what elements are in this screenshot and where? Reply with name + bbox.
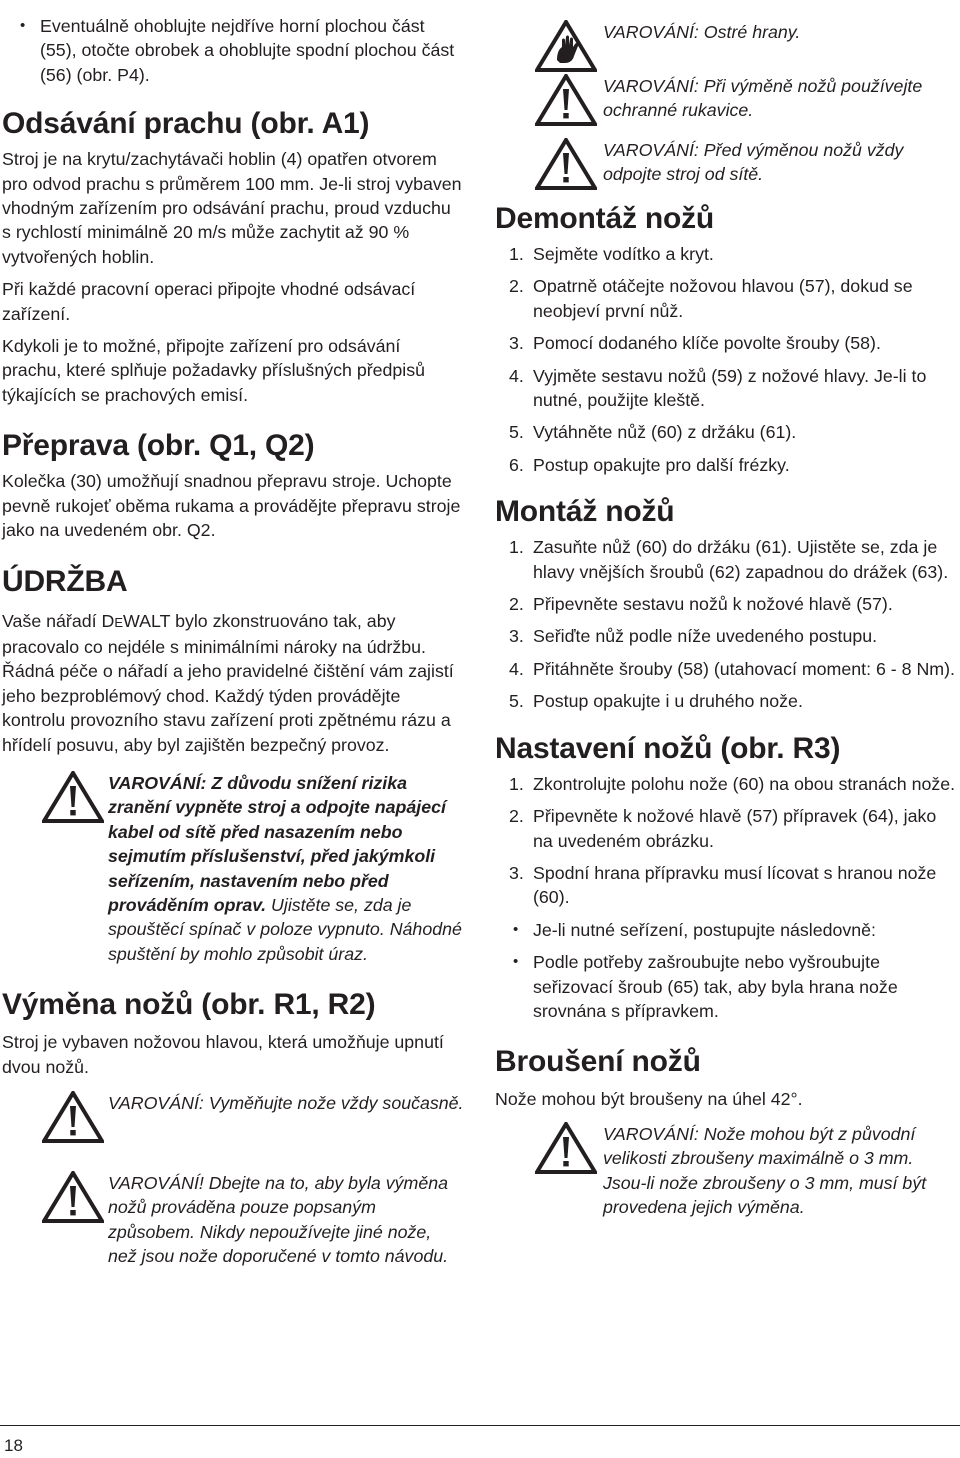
replace-warning-1-body: Vyměňujte nože vždy současně. xyxy=(203,1093,464,1113)
step-number: 1. xyxy=(509,773,524,794)
brand-e-small: E xyxy=(114,614,124,630)
step-text: Připevněte k nožové hlavě (57) přípravek (64), jako na uvedeném obrázku. xyxy=(533,806,937,851)
step-number: 1. xyxy=(509,537,524,558)
left-column xyxy=(2,14,464,1269)
dust-paragraph-1: Stroj je na krytu/zachytávači hoblin (4) opatřen otvorem pro odvod prachu s průměrem 100 mm. Je-li stroj vybaven vhodným zařízením pro odsávání prachu, proud vzduchu s rychlostí minimálně 20 m/s může zachytit až 90 % vytvořených hoblin. xyxy=(2,149,462,267)
step-number: 3. xyxy=(509,862,524,883)
mounting-heading: Montáž nožů xyxy=(495,495,675,529)
warning-triangle-icon xyxy=(42,1171,104,1223)
warning-triangle-icon xyxy=(535,1122,597,1174)
sharp-edges-warning xyxy=(495,20,958,72)
sharp-edges-text xyxy=(603,20,800,44)
right-column xyxy=(495,14,958,1219)
step-text: Spodní hrana přípravku musí lícovat s hranou nože (60). xyxy=(533,862,937,908)
sharpening-heading: Broušení nožů xyxy=(495,1045,701,1079)
step-text: Postup opakujte pro další frézky. xyxy=(533,454,790,475)
list-item xyxy=(495,242,958,266)
maintenance-paragraph xyxy=(2,609,464,757)
gloves-warning-text xyxy=(603,74,958,123)
step-number: 5. xyxy=(509,422,524,443)
gloves-warning-body: Při výměně nožů používejte ochranné rukavice. xyxy=(603,76,923,121)
sharpening-warning-body: Nože mohou být z původní velikosti zbroušeny maximálně o 3 mm. Jsou-li nože zbroušeny o 3 mm, musí být provedena jejich výměna. xyxy=(603,1123,927,1217)
maintenance-heading: ÚDRŽBA xyxy=(2,564,128,598)
list-item xyxy=(495,624,958,648)
step-number: 6. xyxy=(509,454,524,475)
step-text: Opatrně otáčejte nožovou hlavou (57), dokud se neobjeví první nůž. xyxy=(533,276,913,321)
list-item: • Je-li nutné seřízení, postupujte následovně: xyxy=(495,918,958,942)
warning-label: VAROVÁNÍ: xyxy=(603,76,699,96)
step-text: Připevněte sestavu nožů k nožové hlavě (57). xyxy=(533,594,893,615)
step-number: 1. xyxy=(509,244,524,264)
warning-triangle-icon xyxy=(535,74,597,126)
step-number: 2. xyxy=(509,594,524,615)
removal-steps xyxy=(495,242,958,477)
unplug-warning-text xyxy=(603,138,958,187)
step-text: Vytáhněte nůž (60) z držáku (61). xyxy=(533,422,797,443)
step-text: Zkontrolujte polohu nože (60) na obou stranách nože. xyxy=(533,773,956,794)
step-text: Přitáhněte šrouby (58) (utahovací moment: 6 - 8 Nm). xyxy=(533,658,955,679)
sharp-edges-body: Ostré hrany. xyxy=(698,22,801,42)
list-item xyxy=(495,364,958,413)
step-number: 3. xyxy=(509,333,524,354)
dust-paragraph-3: Kdykoli je to možné, připojte zařízení pro odsávání prachu, které splňuje požadavky příslušných předpisů týkajících se prachových emisí. xyxy=(2,336,426,405)
replace-warning-1-text xyxy=(108,1091,464,1115)
step-number: 5. xyxy=(509,691,524,712)
brand-d: Vaše nářadí D xyxy=(2,610,115,631)
warning-triangle-icon xyxy=(535,138,597,190)
sharpening-warning-text xyxy=(603,1122,958,1220)
step-number: 3. xyxy=(509,626,524,647)
transport-heading: Přeprava (obr. Q1, Q2) xyxy=(2,429,315,463)
list-item: • Podle potřeby zašroubujte nebo vyšroubujte seřizovací šroub (65) tak, aby byla hrana nože srovnána s přípravkem. xyxy=(495,950,958,1023)
step-text: Zasuňte nůž (60) do držáku (61). Ujistěte se, zda je hlavy vnějších šroubů (62) zapadnou do drážek (63). xyxy=(533,537,949,582)
warning-triangle-icon xyxy=(42,1091,104,1143)
transport-paragraph: Kolečka (30) umožňují snadnou přepravu stroje. Uchopte pevně rukojeť oběma rukama a provádějte přepravu stroje jako na uvedeném obr. Q2. xyxy=(2,471,461,541)
maintenance-warning xyxy=(2,771,464,966)
step-number: 2. xyxy=(509,276,524,297)
list-item xyxy=(495,689,958,713)
removal-heading: Demontáž nožů xyxy=(495,202,715,235)
warning-label: VAROVÁNÍ: xyxy=(603,140,699,160)
warning-label: VAROVÁNÍ: xyxy=(603,1123,699,1144)
intro-bullet-list xyxy=(2,14,464,87)
list-item xyxy=(495,861,958,910)
warning-label: VAROVÁNÍ: xyxy=(108,1093,204,1113)
maintenance-warning-text xyxy=(108,771,464,966)
step-text: Sejměte vodítko a kryt. xyxy=(533,244,714,264)
step-text: Pomocí dodaného klíče povolte šrouby (58). xyxy=(533,333,881,354)
list-item xyxy=(495,592,958,616)
setting-heading: Nastavení nožů (obr. R3) xyxy=(495,731,841,765)
sharpening-paragraph: Nože mohou být broušeny na úhel 42°. xyxy=(495,1089,803,1110)
replace-warning-2-body: Dbejte na to, aby byla výměna nožů prováděna pouze popsaným způsobem. Nikdy nepoužívejte jiné nože, než jsou nože doporučené v tomto návodu. xyxy=(108,1173,449,1267)
sharp-edge-hand-icon xyxy=(535,20,597,72)
warning-label: VAROVÁNÍ! xyxy=(108,1173,204,1193)
unplug-warning-body: Před výměnou nožů vždy odpojte stroj od sítě. xyxy=(603,140,904,185)
warning-label: VAROVÁNÍ: xyxy=(603,22,699,42)
warning-triangle-icon xyxy=(42,771,104,823)
step-number: 2. xyxy=(509,806,524,827)
replace-warning-2-text xyxy=(108,1171,464,1269)
step-text: Postup opakujte i u druhého nože. xyxy=(533,691,803,712)
intro-bullet: • Eventuálně ohoblujte nejdříve horní plochou část (55), otočte obrobek a ohoblujte spodní plochou část (56) (obr. P4). xyxy=(2,14,464,87)
setting-steps xyxy=(495,772,958,910)
list-item xyxy=(495,772,958,796)
list-item xyxy=(495,535,958,584)
list-item xyxy=(495,657,958,681)
step-number: 4. xyxy=(509,658,524,679)
gloves-warning xyxy=(495,74,958,126)
maintenance-warning-bold: VAROVÁNÍ: Z důvodu snížení rizika zranění vypněte stroj a odpojte napájecí kabel od sítě před nasazením nebo sejmutím příslušenství, před jakýmkoli seřízením, nastavením nebo před prováděním oprav. xyxy=(108,772,446,915)
step-number: 4. xyxy=(509,365,524,386)
step-text: Vyjměte sestavu nožů (59) z nožové hlavy. Je-li to nutné, použijte kleště. xyxy=(533,365,927,411)
list-item xyxy=(495,331,958,355)
replace-paragraph: Stroj je vybaven nožovou hlavou, která umožňuje upnutí dvou nožů. xyxy=(2,1032,444,1077)
list-item xyxy=(495,420,958,444)
maintenance-paragraph-rest: WALT bylo zkonstruováno tak, aby pracovalo co nejdéle s minimálními nároky na údržbu. Řádná péče o nářadí a jeho pravidelné čištění vám zajistí jeho bezproblémový chod. Každý týden provádějte kontrolu provozního stavu zařízení proti zpětnému rázu a hřídelí posuvu, aby byl zajištěn bezpečný provoz. xyxy=(2,610,454,755)
page-number: 18 xyxy=(4,1436,23,1455)
maintenance-warning-rest: Ujistěte se, zda je spouštěcí spínač v poloze vypnuto. Náhodné spuštění by mohlo způsobit úraz. xyxy=(108,894,462,964)
replace-warning-1 xyxy=(2,1091,464,1143)
list-item xyxy=(495,274,958,323)
list-item xyxy=(495,453,958,477)
replace-warning-2 xyxy=(2,1171,464,1269)
unplug-warning xyxy=(495,138,958,190)
setting-bullets xyxy=(495,918,958,1024)
replace-heading: Výměna nožů (obr. R1, R2) xyxy=(2,988,376,1022)
dust-paragraph-2: Při každé pracovní operaci připojte vhodné odsávací zařízení. xyxy=(2,279,416,324)
footer-rule xyxy=(0,1425,960,1426)
dust-heading: Odsávání prachu (obr. A1) xyxy=(2,107,370,141)
sharpening-warning xyxy=(495,1122,958,1220)
mounting-steps xyxy=(495,535,958,713)
step-text: Seřiďte nůž podle níže uvedeného postupu. xyxy=(533,626,878,647)
list-item xyxy=(495,804,958,853)
